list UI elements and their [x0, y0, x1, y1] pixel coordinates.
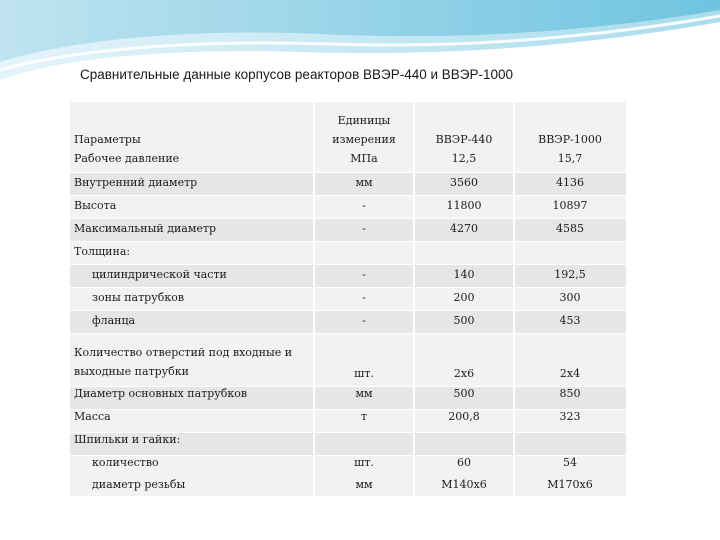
row-inner-diameter-b: 4136	[556, 176, 584, 189]
row-flange-b: 453	[559, 314, 581, 327]
header-parameters: Параметры	[74, 133, 141, 146]
row-max-diameter-unit: -	[362, 222, 366, 235]
row-studs-heading: Шпильки и гайки:	[74, 433, 181, 446]
row-inner-diameter-param: Внутренний диаметр	[74, 176, 198, 189]
row-thread-diameter-b: М170x6	[547, 478, 593, 491]
row-holes-count-unit: шт.	[354, 367, 374, 380]
row-pressure-a: 12,5	[451, 152, 477, 165]
row-thickness-heading: Толщина:	[74, 245, 131, 258]
row-mass-param: Масса	[74, 410, 111, 423]
row-inner-diameter-unit: мм	[355, 176, 373, 189]
comparison-table	[70, 102, 626, 496]
row-pressure-b: 15,7	[557, 152, 583, 165]
row-thread-diameter-unit: мм	[355, 478, 373, 491]
row-nozzle-zone-unit: -	[362, 291, 366, 304]
row-flange-param: фланца	[92, 314, 136, 327]
row-thread-diameter-a: М140x6	[441, 478, 487, 491]
slide-title: Сравнительные данные корпусов реакторов ВВЭР-440 и ВВЭР-1000	[80, 67, 514, 82]
row-flange-unit: -	[362, 314, 366, 327]
row-height-a: 11800	[446, 199, 482, 212]
row-main-nozzle-diameter-param: Диаметр основных патрубков	[74, 387, 248, 400]
row-nozzle-zone-param: зоны патрубков	[92, 291, 185, 304]
row-studs-count-b: 54	[563, 456, 577, 469]
header-vver-440: ВВЭР-440	[435, 133, 493, 146]
row-thread-diameter-param: диаметр резьбы	[92, 478, 186, 491]
row-cylinder-part-b: 192,5	[554, 268, 586, 281]
row-inner-diameter-a: 3560	[450, 176, 478, 189]
row-holes-count-param-line2: выходные патрубки	[74, 365, 189, 378]
row-mass-a: 200,8	[448, 410, 480, 423]
row-max-diameter-b: 4585	[556, 222, 584, 235]
header-units-line2: измерения	[332, 133, 396, 146]
row-mass-unit: т	[360, 410, 368, 423]
row-cylinder-part-unit: -	[362, 268, 366, 281]
row-flange-a: 500	[453, 314, 475, 327]
row-holes-count-param-line1: Количество отверстий под входные и	[74, 346, 293, 359]
row-nozzle-zone-b: 300	[559, 291, 581, 304]
row-holes-count-b: 2x4	[559, 367, 581, 380]
row-main-nozzle-diameter-a: 500	[453, 387, 475, 400]
row-pressure-unit: МПа	[350, 152, 378, 165]
row-height-unit: -	[362, 199, 366, 212]
row-cylinder-part-a: 140	[453, 268, 475, 281]
row-nozzle-zone-a: 200	[453, 291, 475, 304]
row-cylinder-part-param: цилиндрической части	[92, 268, 227, 281]
row-holes-count-a: 2x6	[453, 367, 475, 380]
row-height-param: Высота	[74, 199, 117, 212]
row-main-nozzle-diameter-b: 850	[559, 387, 581, 400]
header-units-line1: Единицы	[337, 114, 391, 127]
row-studs-count-a: 60	[457, 456, 471, 469]
row-pressure-param: Рабочее давление	[74, 152, 180, 165]
row-studs-count-param: количество	[92, 456, 159, 469]
row-main-nozzle-diameter-unit: мм	[355, 387, 373, 400]
row-studs-count-unit: шт.	[354, 456, 374, 469]
header-vver-1000: ВВЭР-1000	[538, 133, 602, 146]
row-mass-b: 323	[559, 410, 581, 423]
row-max-diameter-a: 4270	[450, 222, 478, 235]
row-height-b: 10897	[552, 199, 588, 212]
row-max-diameter-param: Максимальный диаметр	[74, 222, 217, 235]
